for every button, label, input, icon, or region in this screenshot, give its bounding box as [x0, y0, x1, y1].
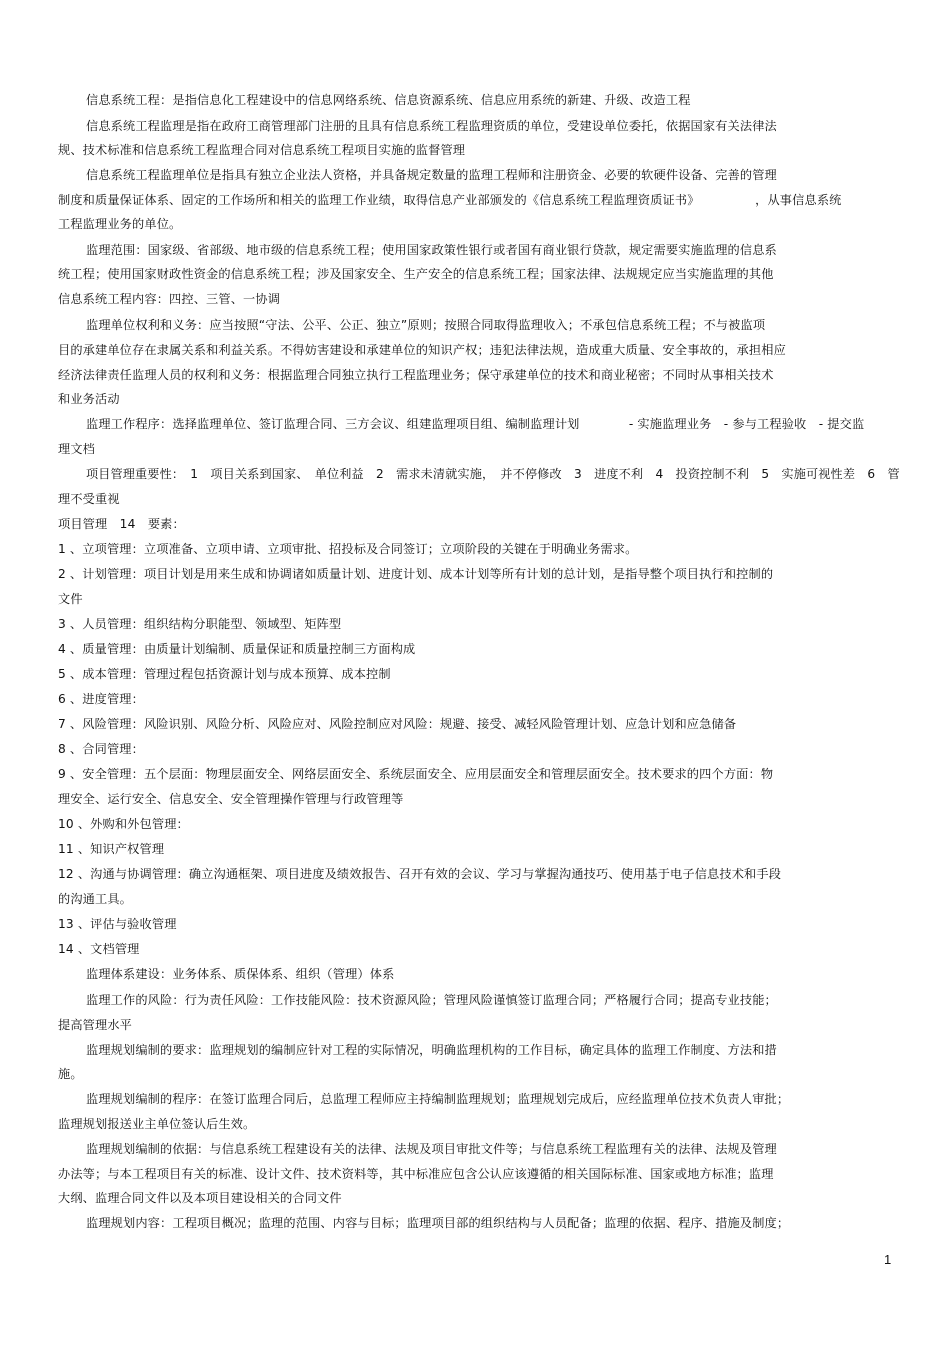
text-line: 监理规划编制的要求：监理规划的编制应针对工程的实际情况，明确监理机构的工作目标，确定具体的监理工作制度、方法和措: [86, 1043, 777, 1057]
text-line: 理安全、运行安全、信息安全、安全管理操作管理与行政管理等: [58, 792, 404, 806]
text-line: 理不受重视: [58, 492, 120, 506]
text-line: 办法等；与本工程项目有关的标准、设计文件、技术资料等，其中标准应包含公认应该遵循的相关国际标准、国家或地方标准；监理: [58, 1167, 774, 1181]
text-line: 统工程；使用国家财政性资金的信息系统工程；涉及国家安全、生产安全的信息系统工程；国家法律、法规规定应当实施监理的其他: [58, 267, 774, 281]
text-line: 大纲、监理合同文件以及本项目建设相关的合同文件: [58, 1191, 342, 1205]
page-number: 1: [884, 1252, 892, 1267]
text-line: 规、技术标准和信息系统工程监理合同对信息系统工程项目实施的监督管理: [58, 143, 466, 157]
text-line: 8 、合同管理：: [58, 742, 144, 756]
text-line: 信息系统工程监理是指在政府工商管理部门注册的且具有信息系统工程监理资质的单位，受建设单位委托，依据国家有关法律法: [86, 119, 777, 133]
text-line: 4 、质量管理：由质量计划编制、质量保证和质量控制三方面构成: [58, 642, 416, 656]
text-line: 监理工作的风险：行为责任风险：工作技能风险：技术资源风险；管理风险谨慎签订监理合同；严格履行合同；提高专业技能；: [86, 993, 777, 1007]
text-line: 文件: [58, 592, 83, 606]
text-line: 目的承建单位存在隶属关系和利益关系。不得妨害建设和承建单位的知识产权；违犯法律法规，造成重大质量、安全事故的，承担相应: [58, 343, 786, 357]
text-line: 监理范围：国家级、省部级、地市级的信息系统工程；使用国家政策性银行或者国有商业银行贷款，规定需要实施监理的信息系: [86, 243, 777, 257]
text-line: 6 、进度管理：: [58, 692, 144, 706]
text-line: 和业务活动: [58, 392, 120, 406]
text-line: 信息系统工程内容：四控、三管、一协调: [58, 292, 281, 306]
text-line: 监理单位权利和义务：应当按照“守法、公平、公正、独立”原则；按照合同取得监理收入；不承包信息系统工程；不与被监项: [86, 318, 766, 332]
text-line: 7 、风险管理：风险识别、风险分析、风险应对、风险控制应对风险：规避、接受、减轻风险管理计划、应急计划和应急储备: [58, 717, 737, 731]
text-line: 监理体系建设：业务体系、质保体系、组织（管理）体系: [86, 967, 395, 981]
text-line: 10 、外购和外包管理：: [58, 817, 189, 831]
text-line: 的沟通工具。: [58, 892, 133, 906]
text-line: 11 、知识产权管理: [58, 842, 165, 856]
text-line: 项目管理 14 要素：: [58, 517, 185, 531]
text-line: 9 、安全管理：五个层面：物理层面安全、网络层面安全、系统层面安全、应用层面安全和管理层面安全。技术要求的四个方面：物: [58, 767, 774, 781]
text-line: 监理规划内容：工程项目概况；监理的范围、内容与目标；监理项目部的组织结构与人员配备；监理的依据、程序、措施及制度；: [86, 1216, 790, 1230]
text-line: 12 、沟通与协调管理：确立沟通框架、项目进度及绩效报告、召开有效的会议、学习与掌握沟通技巧、使用基于电子信息技术和手段: [58, 867, 782, 881]
text-line: 14 、文档管理: [58, 942, 140, 956]
text-line: 理文档: [58, 442, 96, 456]
text-line: 2 、计划管理：项目计划是用来生成和协调诸如质量计划、进度计划、成本计划等所有计划的总计划，是指导整个项目执行和控制的: [58, 567, 774, 581]
text-line: 项目管理重要性： 1 项目关系到国家、 单位利益 2 需求未清就实施， 并不停修改 3 进度不利 4 投资控制不利 5 实施可视性差 6 管: [86, 467, 900, 481]
text-line: 工程监理业务的单位。: [58, 217, 182, 231]
text-line: 经济法律责任监理人员的权利和义务：根据监理合同独立执行工程监理业务；保守承建单位的技术和商业秘密；不同时从事相关技术: [58, 368, 774, 382]
text-line: 制度和质量保证体系、固定的工作场所和相关的监理工作业绩，取得信息产业部颁发的《信息系统工程监理资质证书》 ，从事信息系统: [58, 193, 842, 207]
text-line: 1 、立项管理：立项准备、立项申请、立项审批、招投标及合同签订；立项阶段的关键在于明确业务需求。: [58, 542, 638, 556]
text-line: 13 、评估与验收管理: [58, 917, 177, 931]
text-line: 5 、成本管理：管理过程包括资源计划与成本预算、成本控制: [58, 667, 391, 681]
text-line: 信息系统工程：是指信息化工程建设中的信息网络系统、信息资源系统、信息应用系统的新建、升级、改造工程: [86, 93, 691, 107]
text-line: 监理工作程序：选择监理单位、签订监理合同、三方会议、组建监理项目组、编制监理计划 - 实施监理业务 - 参与工程验收 - 提交监: [86, 417, 865, 431]
text-line: 施。: [58, 1067, 83, 1081]
text-line: 3 、人员管理：组织结构分职能型、领域型、矩阵型: [58, 617, 342, 631]
text-line: 监理规划编制的依据：与信息系统工程建设有关的法律、法规及项目审批文件等；与信息系统工程监理有关的法律、法规及管理: [86, 1142, 777, 1156]
text-line: 信息系统工程监理单位是指具有独立企业法人资格，并具备规定数量的监理工程师和注册资金、必要的软硬件设备、完善的管理: [86, 168, 777, 182]
text-line: 监理规划编制的程序：在签订监理合同后，总监理工程师应主持编制监理规划；监理规划完成后，应经监理单位技术负责人审批；: [86, 1092, 790, 1106]
text-line: 提高管理水平: [58, 1018, 133, 1032]
text-line: 监理规划报送业主单位签认后生效。: [58, 1117, 256, 1131]
